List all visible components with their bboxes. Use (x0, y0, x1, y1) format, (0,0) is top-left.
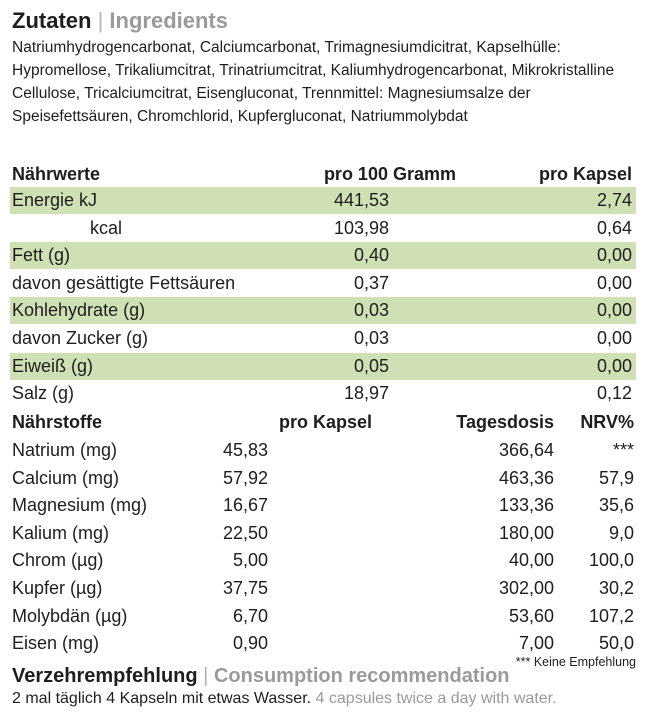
naehrwerte-row-perkapsel: 0,00 (596, 245, 632, 266)
usage-text-de: 2 mal täglich 4 Kapseln mit etwas Wasser. (12, 690, 312, 707)
naehrwerte-row-per100g: 0,40 (353, 245, 389, 266)
naehrwerte-row (10, 353, 636, 380)
naehrwerte-row (10, 380, 636, 407)
naehrwerte-row-name: Eiweiß (g) (12, 355, 94, 376)
naehrstoffe-row-tagesdosis: 53,60 (508, 605, 554, 626)
verzehr-separator: | (203, 665, 209, 687)
naehrwerte-row (10, 215, 636, 242)
zutaten-title-en: Ingredients (109, 8, 228, 33)
naehrstoffe-row-name: Calcium (mg) (12, 467, 120, 488)
naehrwerte-row-perkapsel: 0,12 (596, 383, 632, 404)
naehrwerte-row-per100g: 18,97 (343, 383, 389, 404)
naehrstoffe-row-tagesdosis: 366,64 (498, 440, 554, 460)
naehrstoffe-row-nrv: 57,9 (598, 467, 634, 488)
usage-text (12, 690, 557, 708)
naehrstoffe-row-tagesdosis: 302,00 (498, 578, 554, 598)
naehrwerte-row (10, 270, 636, 297)
naehrstoffe-row (10, 603, 636, 630)
naehrstoffe-row-perkapsel: 16,67 (222, 495, 268, 516)
naehrstoffe-row (10, 547, 636, 574)
naehrstoffe-row-name: Magnesium (mg) (12, 495, 148, 516)
naehrwerte-row (10, 297, 636, 324)
naehrstoffe-row-tagesdosis: 463,36 (498, 467, 554, 488)
naehrwerte-row-perkapsel: 0,00 (596, 272, 632, 293)
naehrstoffe-row-perkapsel: 22,50 (222, 522, 268, 543)
naehrstoffe-row-name: Kupfer (µg) (12, 578, 103, 598)
naehrwerte-row-name: kcal (90, 217, 123, 238)
naehrstoffe-row-nrv: 50,0 (598, 633, 634, 654)
naehrstoffe-row-perkapsel: 57,92 (222, 467, 268, 488)
ingredients-text: Natriumhydrogencarbonat, Calciumcarbonat, Trimagnesiumdicitrat, Kapselhülle: Hypromellose, Trikaliumcitrat, Trinatriumcitrat, Kaliumhydrogencarbonat, Mikrokristalline Cellulose, Tricalciumcitrat, Eisengluconat, Trennmittel: Magnesiumsalze der Speisefettsäuren, Chromchlorid, Kupfergluconat, Natriummolybdat (12, 39, 615, 125)
zutaten-heading (12, 8, 228, 34)
naehrstoffe-header-row (10, 409, 636, 436)
naehrwerte-header-name: Nährwerte (12, 164, 101, 184)
naehrstoffe-row-tagesdosis: 7,00 (518, 633, 554, 654)
usage-text-en: 4 capsules twice a day with water. (315, 690, 557, 707)
verzehr-title-en: Consumption recommendation (213, 665, 510, 687)
naehrstoffe-row-tagesdosis: 40,00 (508, 550, 554, 571)
naehrstoffe-row-perkapsel: 5,00 (232, 550, 268, 571)
zutaten-title-de: Zutaten (12, 8, 92, 33)
naehrwerte-row-name: Fett (g) (12, 245, 71, 266)
naehrstoffe-row-perkapsel: 0,90 (232, 633, 268, 654)
naehrwerte-row-per100g: 0,37 (353, 272, 389, 293)
naehrstoffe-row-perkapsel: 45,83 (222, 440, 268, 460)
naehrwerte-row-perkapsel: 0,00 (596, 355, 632, 376)
naehrstoffe-header-name: Nährstoffe (12, 412, 103, 432)
naehrstoffe-row-perkapsel: 37,75 (222, 578, 268, 598)
naehrwerte-row-perkapsel: 0,64 (596, 217, 632, 238)
naehrstoffe-row-tagesdosis: 133,36 (498, 495, 554, 516)
naehrstoffe-row-nrv: 100,0 (588, 550, 634, 571)
naehrwerte-row-per100g: 0,05 (353, 355, 389, 376)
naehrstoffe-row-perkapsel: 6,70 (232, 605, 268, 626)
naehrstoffe-row (10, 520, 636, 547)
naehrstoffe-row (10, 492, 636, 519)
naehrwerte-header-col1: pro 100 Gramm (323, 164, 456, 184)
footnote: *** Keine Empfehlung (515, 655, 636, 669)
naehrstoffe-row-name: Natrium (mg) (12, 440, 118, 460)
naehrwerte-row-name: davon gesättigte Fettsäuren (12, 272, 236, 293)
naehrwerte-row-per100g: 0,03 (353, 300, 389, 321)
naehrstoffe-row-name: Eisen (mg) (12, 633, 100, 654)
naehrwerte-row-name: Energie kJ (12, 190, 98, 210)
naehrwerte-row-perkapsel: 0,00 (596, 300, 632, 321)
naehrstoffe-row-nrv: 35,6 (598, 495, 634, 516)
naehrwerte-header-col2: pro Kapsel (538, 164, 632, 184)
naehrwerte-row-per100g: 103,98 (333, 217, 389, 238)
naehrwerte-header-row (10, 161, 636, 188)
naehrwerte-row (10, 242, 636, 269)
naehrwerte-row-per100g: 0,03 (353, 328, 389, 348)
verzehr-title-de: Verzehrempfehlung (12, 665, 198, 687)
naehrstoffe-row-nrv: 9,0 (608, 522, 634, 543)
naehrstoffe-row-tagesdosis: 180,00 (498, 522, 554, 543)
naehrwerte-row (10, 325, 636, 352)
naehrstoffe-row-nrv: 30,2 (598, 578, 634, 598)
naehrstoffe-row (10, 630, 636, 657)
title-separator: | (97, 8, 104, 33)
naehrstoffe-row (10, 437, 636, 464)
naehrwerte-row-name: Kohlehydrate (g) (12, 300, 146, 321)
naehrwerte-row-name: Salz (g) (12, 383, 75, 404)
naehrwerte-row (10, 187, 636, 214)
naehrstoffe-row-nrv: *** (612, 440, 634, 460)
naehrwerte-row-name: davon Zucker (g) (12, 328, 149, 348)
naehrstoffe-row-name: Molybdän (µg) (12, 605, 128, 626)
naehrstoffe-row-nrv: 107,2 (588, 605, 634, 626)
naehrstoffe-header-col1: pro Kapsel (278, 412, 372, 432)
naehrstoffe-header-col3: NRV% (580, 412, 634, 432)
naehrwerte-row-per100g: 441,53 (333, 190, 389, 210)
naehrstoffe-row (10, 465, 636, 492)
naehrwerte-row-perkapsel: 2,74 (596, 190, 632, 210)
naehrstoffe-row (10, 575, 636, 602)
naehrstoffe-header-col2: Tagesdosis (456, 412, 554, 432)
naehrwerte-row-perkapsel: 0,00 (596, 328, 632, 348)
naehrstoffe-row-name: Chrom (µg) (12, 550, 104, 571)
verzehr-heading (12, 665, 510, 688)
naehrstoffe-row-name: Kalium (mg) (12, 522, 110, 543)
